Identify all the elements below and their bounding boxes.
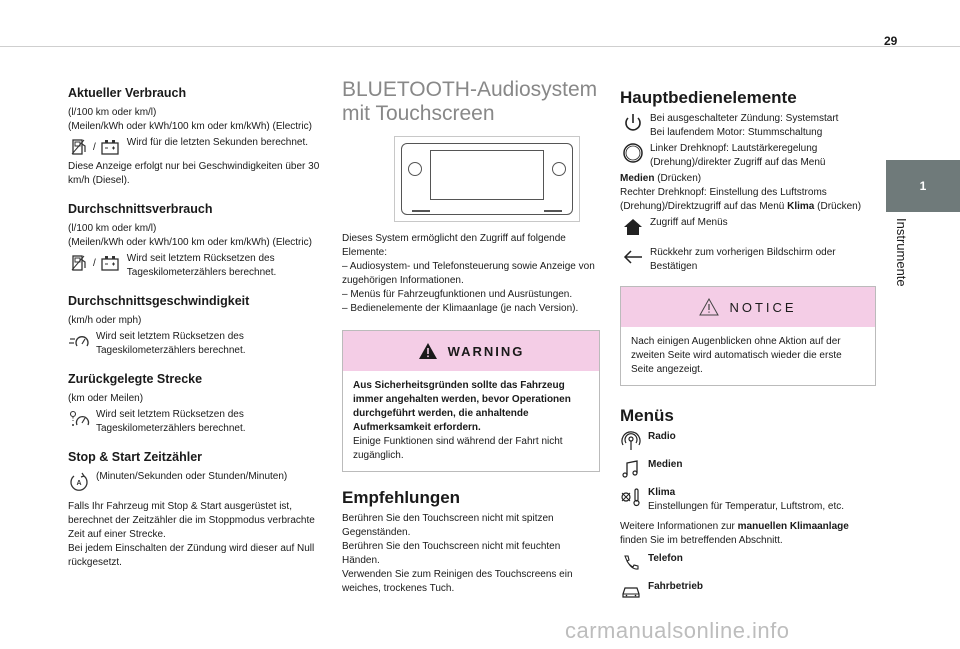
- icon-row: [68, 136, 326, 158]
- list-item: – Menüs für Fahrzeugfunktionen und Ausrüstungen.: [342, 289, 573, 300]
- separator: /: [93, 257, 96, 269]
- list-item: – Bedienelemente der Klimaanlage (je nach Version).: [342, 303, 579, 314]
- icon-row: [620, 142, 876, 170]
- svg-text:A: A: [76, 480, 82, 487]
- warning-box: [342, 330, 600, 472]
- header-rule: [0, 46, 960, 47]
- icon-description: (Minuten/Sekunden oder Stunden/Minuten): [96, 471, 288, 482]
- menu-item-driving[interactable]: [620, 580, 876, 602]
- body-text: [620, 186, 876, 214]
- menu-item-climate[interactable]: [620, 486, 876, 514]
- icon-description: Rückkehr zum vorherigen Bildschirm oder Bestätigen: [650, 247, 836, 272]
- icon-description: Wird seit letztem Rücksetzen des Tageskilometerzählers berechnet.: [96, 409, 246, 434]
- left-knob-icon: [408, 162, 422, 176]
- body-text: Bei jedem Einschalten der Zündung wird dieser auf Null rückgesetzt.: [68, 543, 315, 568]
- power-button-icon: [412, 210, 430, 212]
- notice-icon: [699, 298, 719, 316]
- body-text: Verwenden Sie zum Reinigen des Touchscreens ein weiches, trockenes Tuch.: [342, 569, 573, 594]
- body-text: Falls Ihr Fahrzeug mit Stop & Start ausgerüstet ist, berechnet der Zeitzähler die im Stoppmodus verbrachte Zeit auf einer Strecke.: [68, 501, 315, 540]
- menu-label: Telefon: [648, 553, 683, 564]
- units-text-electric: (Meilen/kWh oder kWh/100 km oder km/kWh) (Electric): [68, 237, 312, 248]
- icon-description: Zugriff auf Menüs: [650, 217, 728, 228]
- icon-description: Linker Drehknopf: Lautstärkeregelung (Drehung)/direkter Zugriff auf das Menü: [650, 143, 826, 168]
- notice-label: NOTICE: [729, 299, 797, 315]
- text-span: (Drücken): [814, 201, 862, 212]
- separator: /: [93, 141, 96, 153]
- stop-start-icon: [68, 470, 90, 492]
- section-title-stop-start: Stop & Start Zeitzähler: [68, 450, 203, 464]
- chapter-title: [342, 78, 600, 126]
- units-text: (km/h oder mph): [68, 315, 142, 326]
- warning-text: Einige Funktionen sind während der Fahrt nicht zugänglich.: [353, 436, 563, 461]
- icon-row: [620, 112, 876, 140]
- warning-icon: [418, 342, 438, 360]
- bold-term: Medien: [620, 173, 655, 184]
- section-title-current-consumption: Aktueller Verbrauch: [68, 86, 187, 100]
- climate-icon: [620, 486, 642, 508]
- chapter-label: Instrumente: [894, 218, 909, 287]
- music-note-icon: [620, 458, 642, 480]
- menu-label: Klima: [648, 487, 676, 498]
- menu-label: Fahrbetrieb: [648, 581, 704, 592]
- warning-bold-text: Aus Sicherheitsgründen sollte das Fahrzeug immer angehalten werden, bevor Operationen durchgeführt werden, die anhaltende Aufmerksamkeit erfordern.: [353, 380, 571, 433]
- icon-description: Wird seit letztem Rücksetzen des Tageskilometerzählers berechnet.: [96, 331, 246, 356]
- column-trip-computer: [68, 78, 326, 570]
- text-span: (Drücken): [654, 173, 702, 184]
- warning-label: WARNING: [447, 343, 525, 359]
- radio-icon: [620, 430, 642, 452]
- menu-text: [648, 486, 844, 514]
- page-number: 29: [884, 34, 898, 48]
- chapter-tab[interactable]: 1: [886, 160, 960, 212]
- column-bluetooth-audio: [342, 78, 600, 596]
- icon-row: [68, 330, 326, 358]
- column-main-controls: [620, 86, 876, 608]
- section-title-average-speed: Durchschnittsgeschwindigkeit: [68, 294, 250, 308]
- usb-port-icon: [544, 210, 562, 212]
- text-span: Weitere Informationen zur: [620, 521, 738, 532]
- text-span: finden Sie im betreffenden Abschnitt.: [620, 535, 783, 546]
- phone-icon: [620, 552, 642, 574]
- section-title-menus: Menüs: [620, 406, 674, 425]
- home-icon: [622, 216, 644, 238]
- icon-description: Wird für die letzten Sekunden berechnet.: [126, 137, 308, 148]
- body-text: [620, 520, 876, 548]
- menu-label: Medien: [648, 459, 683, 470]
- section-title-average-consumption: Durchschnittsverbrauch: [68, 202, 213, 216]
- text-span: Rechter Drehknopf: Einstellung des Luftstroms (Drehung)/Direktzugriff auf das Menü: [620, 187, 827, 212]
- distance-icon: [68, 408, 90, 430]
- notice-box: [620, 286, 876, 386]
- icon-row: [620, 216, 876, 238]
- title-line: BLUETOOTH-Audiosystem: [342, 78, 598, 101]
- units-text-electric: (Meilen/kWh oder kWh/100 km oder km/kWh) (Electric): [68, 121, 312, 132]
- icon-row: [68, 252, 326, 280]
- icon-description: Bei ausgeschalteter Zündung: Systemstart Bei laufendem Motor: Stummschaltung: [650, 113, 839, 138]
- menu-item-media[interactable]: [620, 458, 876, 480]
- section-title-recommendations: Empfehlungen: [342, 488, 461, 507]
- back-arrow-icon: [622, 246, 644, 268]
- battery-icon: [99, 252, 121, 274]
- screen-display: [430, 150, 544, 200]
- touchscreen-illustration: [394, 136, 580, 222]
- bold-term: Klima: [787, 201, 815, 212]
- body-text: Berühren Sie den Touchscreen nicht mit feuchten Händen.: [342, 541, 561, 566]
- body-text: [620, 172, 876, 186]
- bold-term: manuellen Klimaanlage: [737, 521, 849, 532]
- icon-description: Wird seit letztem Rücksetzen des Tageskilometerzählers berechnet.: [126, 253, 277, 278]
- right-knob-icon: [552, 162, 566, 176]
- icon-row: [620, 246, 876, 274]
- fuel-pump-icon: [68, 136, 90, 158]
- warning-header: [343, 331, 599, 371]
- section-title-main-controls: Hauptbedienelemente: [620, 88, 797, 107]
- units-text: (km oder Meilen): [68, 393, 144, 404]
- list-item: – Audiosystem- und Telefonsteuerung sowie Anzeige von zugehörigen Informationen.: [342, 261, 595, 286]
- menu-description: Einstellungen für Temperatur, Luftstrom, etc.: [648, 501, 845, 512]
- watermark: carmanualsonline.info: [565, 618, 790, 643]
- speedometer-icon: [68, 330, 90, 352]
- car-icon: [620, 580, 642, 602]
- section-title-distance: Zurückgelegte Strecke: [68, 372, 203, 386]
- menu-item-radio[interactable]: [620, 430, 876, 452]
- notice-text: Nach einigen Augenblicken ohne Aktion auf der zweiten Seite wird automatisch wieder die erste Seite angezeigt.: [631, 336, 842, 375]
- intro-text: Dieses System ermöglicht den Zugriff auf folgende Elemente:: [342, 233, 566, 258]
- battery-icon: [99, 136, 121, 158]
- body-text: Diese Anzeige erfolgt nur bei Geschwindigkeiten über 30 km/h (Diesel).: [68, 161, 320, 186]
- menu-item-phone[interactable]: [620, 552, 876, 574]
- body-text: Berühren Sie den Touchscreen nicht mit spitzen Gegenständen.: [342, 513, 554, 538]
- fuel-pump-icon: [68, 252, 90, 274]
- notice-header: [621, 287, 875, 327]
- units-text: (l/100 km oder km/l): [68, 107, 157, 118]
- power-icon: [622, 112, 644, 134]
- units-text: (l/100 km oder km/l): [68, 223, 157, 234]
- icon-row: [68, 408, 326, 436]
- menu-label: Radio: [648, 431, 676, 442]
- knob-icon: [622, 142, 644, 164]
- title-line: mit Touchscreen: [342, 102, 495, 125]
- icon-row: [68, 470, 326, 492]
